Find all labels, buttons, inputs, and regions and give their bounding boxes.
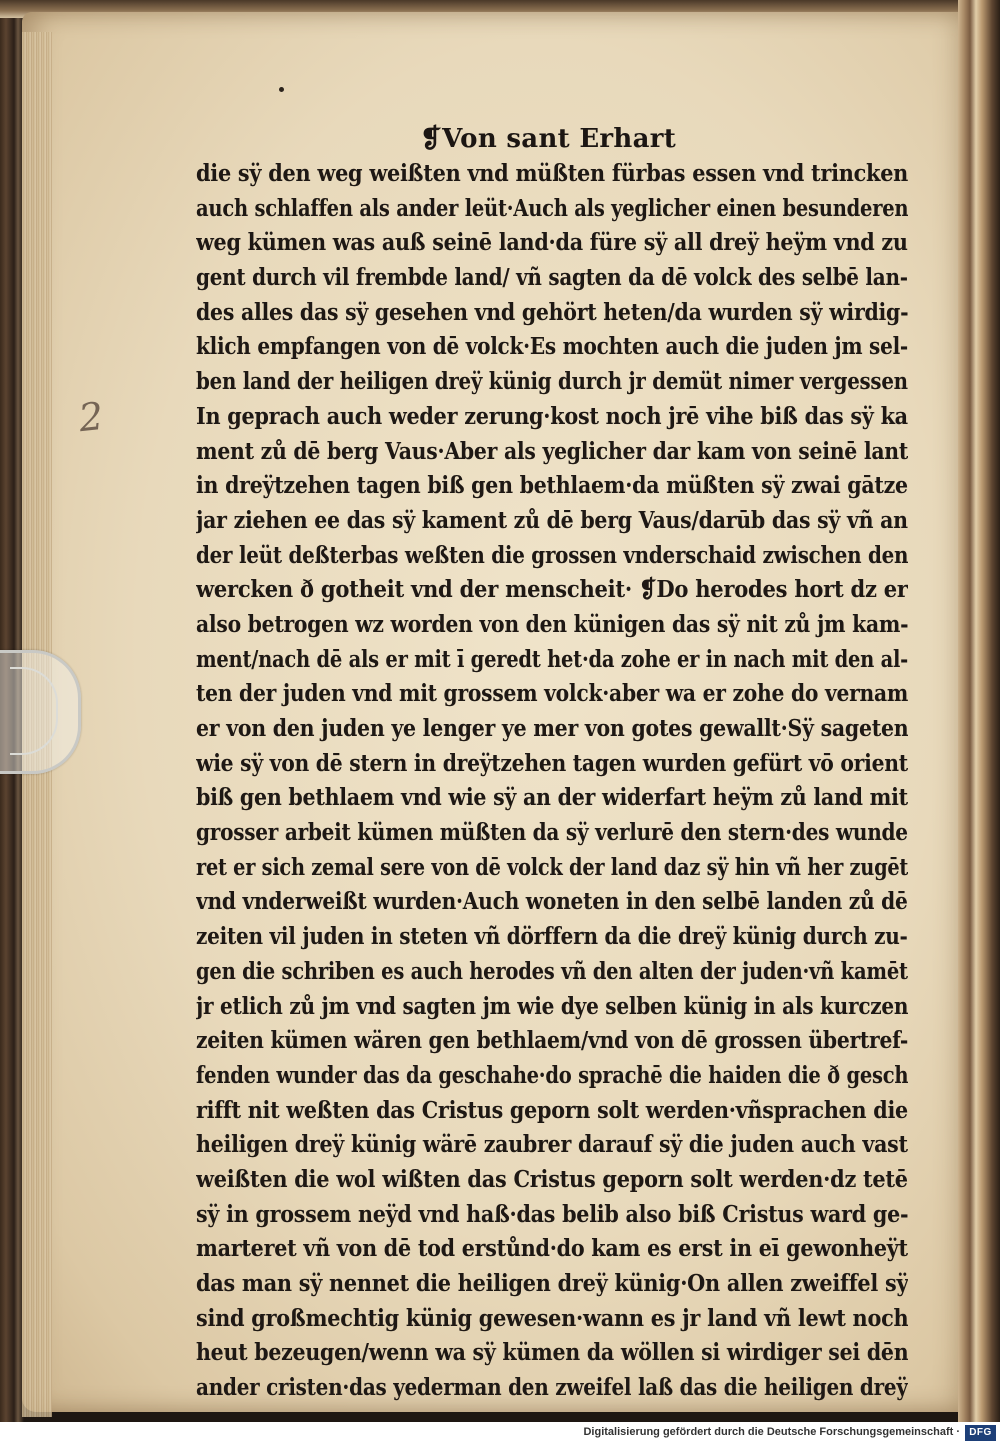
text-line: marteret vñ von dē tod erstůnd·do kam es erst in eī gewonheÿt (196, 1234, 908, 1263)
funding-notice: Digitalisierung gefördert durch die Deutsche Forschungsgemeinschaft · (583, 1426, 960, 1438)
text-line: zeiten vil juden in steten vñ dörffern da die dreÿ künig durch zu- (196, 922, 908, 951)
text-line: ment/nach dē als er mit ī geredt het·da zohe er in nach mit den al- (196, 644, 908, 673)
book-right-edge (958, 0, 1000, 1422)
text-line: heut bezeugen/wenn wa sÿ kümen da wöllen si wirdiger sei dēn (196, 1338, 908, 1367)
page-heading: ❡Von sant Erhart (420, 124, 677, 154)
text-line: ment zů dē berg Vaus·Aber als yeglicher dar kam von seinē lant (196, 436, 908, 465)
text-line: fenden wunder das da geschahe·do sprachē die haiden die ð gesch (196, 1060, 908, 1089)
text-line: ben land der heiligen dreÿ künig durch jr demüt nimer vergessen (196, 367, 908, 396)
text-line: sind großmechtig künig gewesen·wann es jr land vñ lewt noch (196, 1303, 908, 1332)
text-line: ten der juden vnd mit grossem volck·aber wa er zohe do vernam (196, 679, 908, 708)
text-line: grosser arbeit kümen müßten da sÿ verlurē den stern·des wunde (196, 818, 908, 847)
text-line: die sÿ den weg weißten vnd müßten fürbas essen vnd trincken (196, 159, 908, 187)
footer-bar (0, 1422, 1000, 1445)
text-line: In geprach auch weder zerung·kost noch jrē vihe biß das sÿ ka (196, 401, 908, 430)
text-line: rifft nit weßten das Cristus geporn solt werden·vñsprachen die (196, 1095, 908, 1124)
text-line: weißten die wol wißten das Cristus geporn solt werden·dz tetē (196, 1164, 908, 1193)
margin-pencil-note: 2 (76, 393, 106, 441)
text-line: ret er sich zemal sere von dē volck der land daz sÿ hin vñ her zugēt (196, 852, 908, 881)
text-line: der leüt deßterbas weßten die grossen vnderschaid zwischen den (196, 540, 908, 569)
text-line: heiligen dreÿ künig wärē zaubrer darauf sÿ die juden auch vast (196, 1130, 908, 1159)
text-line: auch schlaffen als ander leüt·Auch als yeglicher einen besunderen (196, 193, 908, 222)
text-line: sÿ in grossem neÿd vnd haß·das belib also biß Cristus ward ge- (196, 1199, 908, 1228)
text-line: wercken ð gotheit vnd der menscheit· ❡Do herodes hort dz er (196, 575, 908, 604)
text-line: er von den juden ye lenger ye mer von gotes gewallt·Sÿ sageten (196, 714, 908, 742)
text-line: des alles das sÿ gesehen vnd gehört heten/da wurden sÿ wirdig- (196, 297, 908, 326)
dfg-logo: DFG (965, 1425, 996, 1441)
text-line: gen die schriben es auch herodes vñ den alten der juden·vñ kamēt (196, 956, 908, 985)
paper-clip-inner (10, 667, 58, 755)
book-page (22, 12, 966, 1412)
text-line: biß gen bethlaem vnd wie sÿ an der widerfart heÿm zů land mit (196, 783, 908, 812)
ink-dot (279, 87, 284, 92)
text-line: in dreÿtzehen tagen biß gen bethlaem·da müßten sÿ zwai gātze (196, 471, 908, 500)
text-line: gent durch vil frembde land/ vñ sagten da dē volck des selbē lan- (196, 263, 908, 292)
text-block (196, 156, 908, 1405)
text-line: wie sÿ von dē stern in dreÿtzehen tagen wurden gefürt vō orient (196, 748, 908, 777)
text-line: also betrogen wz worden von den künigen das sÿ nit zů jm kam- (196, 609, 908, 638)
paper-clip (0, 650, 81, 774)
text-line: jar ziehen ee das sÿ kament zů dē berg Vaus/darūb das sÿ vñ an (196, 505, 908, 534)
text-line: ander cristen·das yederman den zweifel laß das die heiligen dreÿ (196, 1373, 908, 1402)
text-line: das man sÿ nennet die heiligen dreÿ künig·On allen zweiffel sÿ (196, 1269, 908, 1297)
text-line: jr etlich zů jm vnd sagten jm wie dye selben künig in als kurczen (196, 991, 908, 1020)
text-line: klich empfangen von dē volck·Es mochten auch die juden jm sel- (196, 332, 908, 361)
text-line: vnd vnderweißt wurden·Auch woneten in den selbē landen zů dē (196, 887, 908, 916)
text-line: zeiten kümen wären gen bethlaem/vnd von dē grossen übertref- (196, 1026, 908, 1055)
text-line: weg kümen was auß seinē land·da füre sÿ all dreÿ heÿm vnd zu (196, 228, 908, 257)
